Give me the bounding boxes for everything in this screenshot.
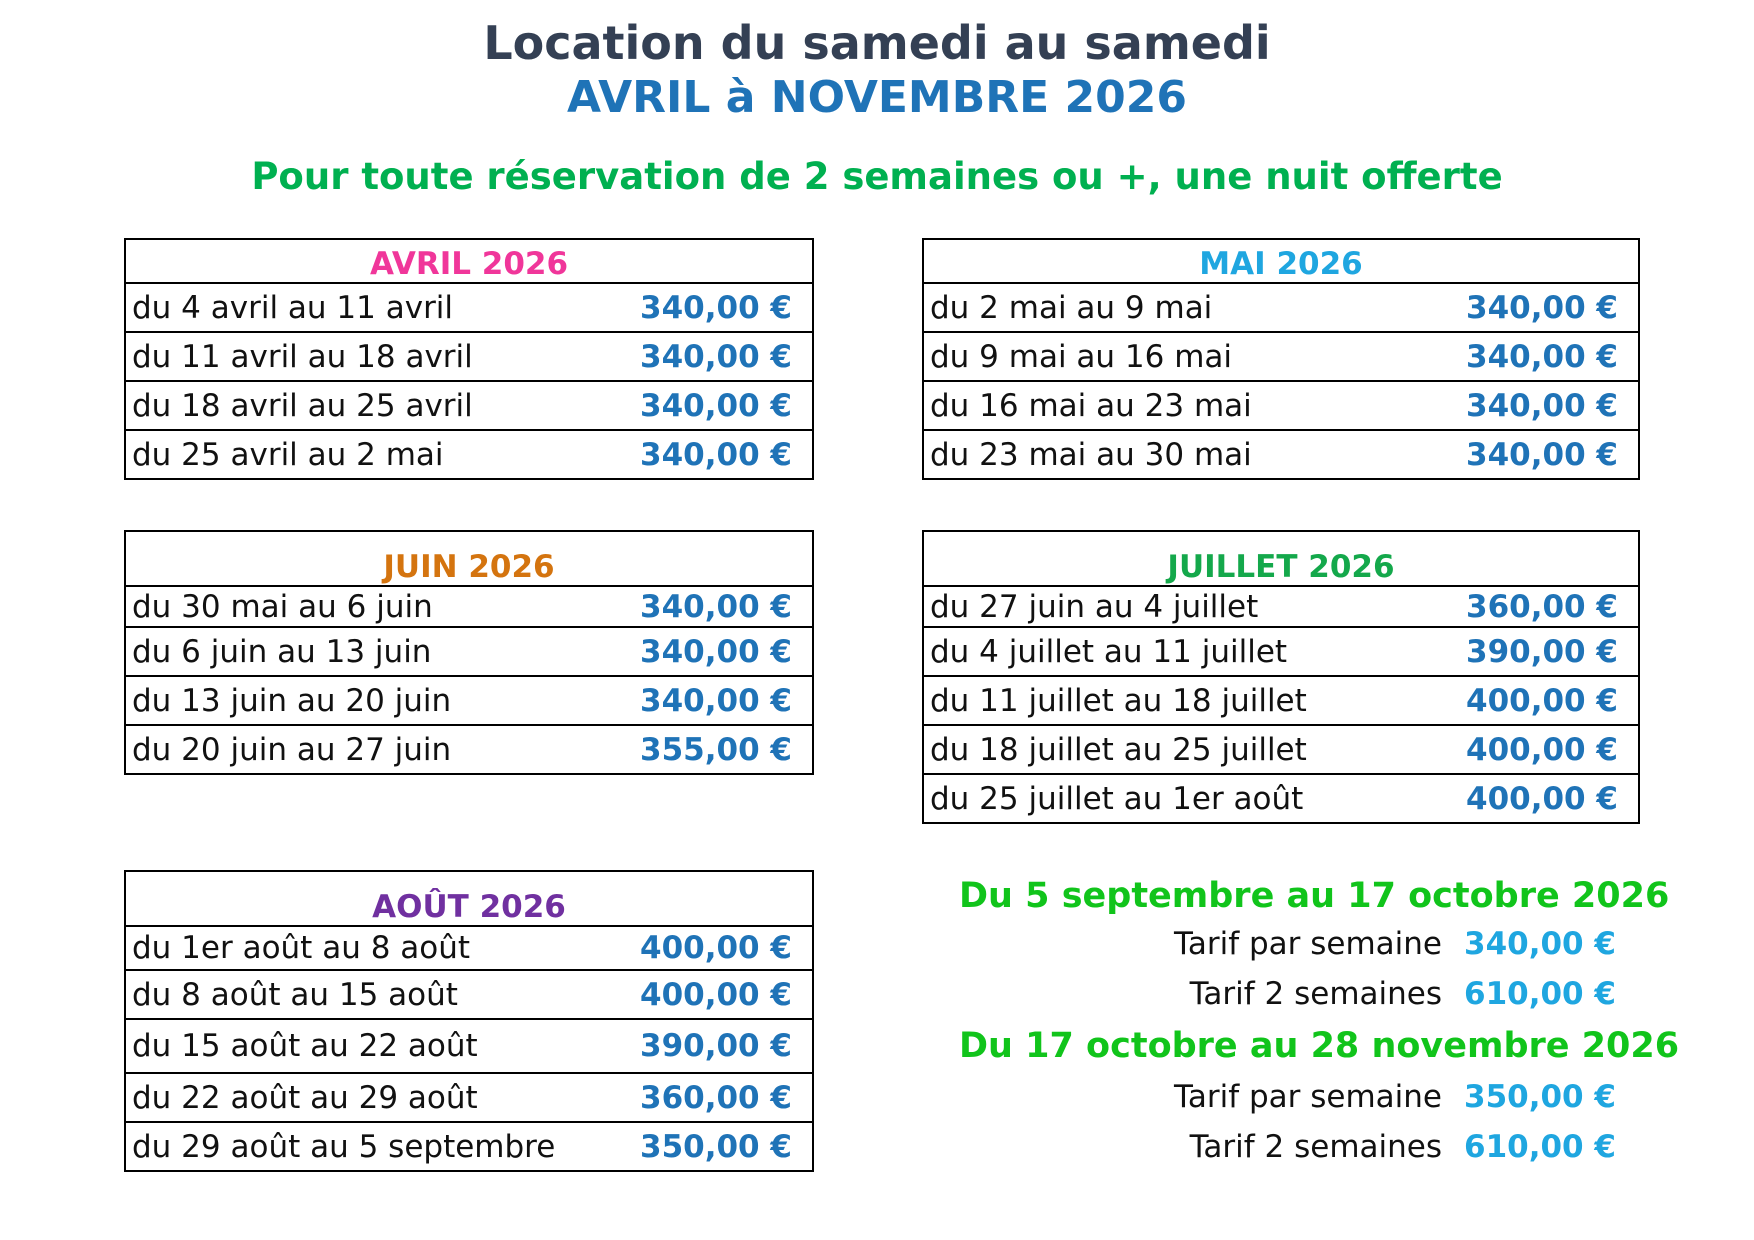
table-row bbox=[125, 1019, 813, 1073]
table-row bbox=[923, 381, 1639, 430]
table-row bbox=[125, 283, 813, 332]
period-cell: du 11 avril au 18 avril bbox=[125, 332, 585, 381]
period-cell: du 8 août au 15 août bbox=[125, 970, 585, 1019]
period-cell: du 4 avril au 11 avril bbox=[125, 283, 585, 332]
price-cell: 340,00 € bbox=[585, 332, 813, 381]
price-cell: 360,00 € bbox=[1403, 586, 1639, 627]
table-row bbox=[923, 627, 1639, 676]
period-cell: du 22 août au 29 août bbox=[125, 1073, 585, 1122]
table-row bbox=[125, 627, 813, 676]
rate-price: 340,00 € bbox=[1464, 926, 1616, 962]
table-row bbox=[125, 381, 813, 430]
rate-label: Tarif par semaine bbox=[1174, 1079, 1442, 1115]
period-cell: du 4 juillet au 11 juillet bbox=[923, 627, 1403, 676]
price-cell: 400,00 € bbox=[1403, 676, 1639, 725]
table-row bbox=[923, 332, 1639, 381]
rate-price: 350,00 € bbox=[1464, 1079, 1616, 1115]
price-cell: 400,00 € bbox=[1403, 774, 1639, 823]
price-cell: 350,00 € bbox=[585, 1122, 813, 1171]
table-row bbox=[923, 676, 1639, 725]
month-title-avril: AVRIL 2026 bbox=[125, 239, 813, 283]
period-cell: du 18 juillet au 25 juillet bbox=[923, 725, 1403, 774]
month-title-aout: AOÛT 2026 bbox=[125, 871, 813, 926]
period-cell: du 16 mai au 23 mai bbox=[923, 381, 1403, 430]
price-cell: 390,00 € bbox=[1403, 627, 1639, 676]
price-cell: 340,00 € bbox=[585, 283, 813, 332]
rate-label: Tarif par semaine bbox=[1174, 926, 1442, 962]
page-subtitle: AVRIL à NOVEMBRE 2026 bbox=[567, 72, 1187, 123]
rate-label: Tarif 2 semaines bbox=[1189, 976, 1442, 1012]
table-row bbox=[923, 725, 1639, 774]
price-cell: 340,00 € bbox=[585, 381, 813, 430]
price-cell: 340,00 € bbox=[1403, 332, 1639, 381]
table-row bbox=[125, 430, 813, 479]
price-cell: 390,00 € bbox=[585, 1019, 813, 1073]
month-title-juin: JUIN 2026 bbox=[125, 531, 813, 586]
price-cell: 340,00 € bbox=[1403, 283, 1639, 332]
price-cell: 360,00 € bbox=[585, 1073, 813, 1122]
price-cell: 340,00 € bbox=[1403, 381, 1639, 430]
price-cell: 400,00 € bbox=[585, 926, 813, 970]
promo-banner: Pour toute réservation de 2 semaines ou +, une nuit offerte bbox=[251, 155, 1503, 198]
month-title-mai: MAI 2026 bbox=[923, 239, 1639, 283]
period-cell: du 29 août au 5 septembre bbox=[125, 1122, 585, 1171]
table-row bbox=[923, 774, 1639, 823]
table-juin bbox=[124, 530, 814, 775]
period-cell: du 20 juin au 27 juin bbox=[125, 725, 585, 774]
period-cell: du 6 juin au 13 juin bbox=[125, 627, 585, 676]
table-juillet bbox=[922, 530, 1640, 824]
table-row bbox=[125, 676, 813, 725]
offseason-title: Du 17 octobre au 28 novembre 2026 bbox=[959, 1026, 1680, 1066]
price-cell: 400,00 € bbox=[585, 970, 813, 1019]
table-row bbox=[125, 725, 813, 774]
rate-price: 610,00 € bbox=[1464, 1129, 1616, 1165]
table-row bbox=[923, 283, 1639, 332]
price-cell: 340,00 € bbox=[585, 430, 813, 479]
period-cell: du 15 août au 22 août bbox=[125, 1019, 585, 1073]
table-avril bbox=[124, 238, 814, 480]
price-cell: 355,00 € bbox=[585, 725, 813, 774]
table-aout bbox=[124, 870, 814, 1172]
period-cell: du 25 avril au 2 mai bbox=[125, 430, 585, 479]
table-row bbox=[125, 926, 813, 970]
period-cell: du 23 mai au 30 mai bbox=[923, 430, 1403, 479]
price-cell: 340,00 € bbox=[585, 586, 813, 627]
rate-label: Tarif 2 semaines bbox=[1189, 1129, 1442, 1165]
period-cell: du 30 mai au 6 juin bbox=[125, 586, 585, 627]
period-cell: du 13 juin au 20 juin bbox=[125, 676, 585, 725]
period-cell: du 18 avril au 25 avril bbox=[125, 381, 585, 430]
month-title-juillet: JUILLET 2026 bbox=[923, 531, 1639, 586]
price-cell: 400,00 € bbox=[1403, 725, 1639, 774]
price-cell: 340,00 € bbox=[585, 676, 813, 725]
period-cell: du 1er août au 8 août bbox=[125, 926, 585, 970]
rate-price: 610,00 € bbox=[1464, 976, 1616, 1012]
table-row bbox=[125, 586, 813, 627]
period-cell: du 27 juin au 4 juillet bbox=[923, 586, 1403, 627]
offseason-title: Du 5 septembre au 17 octobre 2026 bbox=[959, 876, 1670, 916]
table-row bbox=[125, 332, 813, 381]
period-cell: du 2 mai au 9 mai bbox=[923, 283, 1403, 332]
table-row bbox=[125, 1122, 813, 1171]
price-cell: 340,00 € bbox=[585, 627, 813, 676]
page-title: Location du samedi au samedi bbox=[483, 16, 1271, 70]
table-row bbox=[923, 430, 1639, 479]
period-cell: du 9 mai au 16 mai bbox=[923, 332, 1403, 381]
period-cell: du 11 juillet au 18 juillet bbox=[923, 676, 1403, 725]
table-row bbox=[125, 970, 813, 1019]
table-row bbox=[125, 1073, 813, 1122]
price-cell: 340,00 € bbox=[1403, 430, 1639, 479]
table-mai bbox=[922, 238, 1640, 480]
table-row bbox=[923, 586, 1639, 627]
period-cell: du 25 juillet au 1er août bbox=[923, 774, 1403, 823]
